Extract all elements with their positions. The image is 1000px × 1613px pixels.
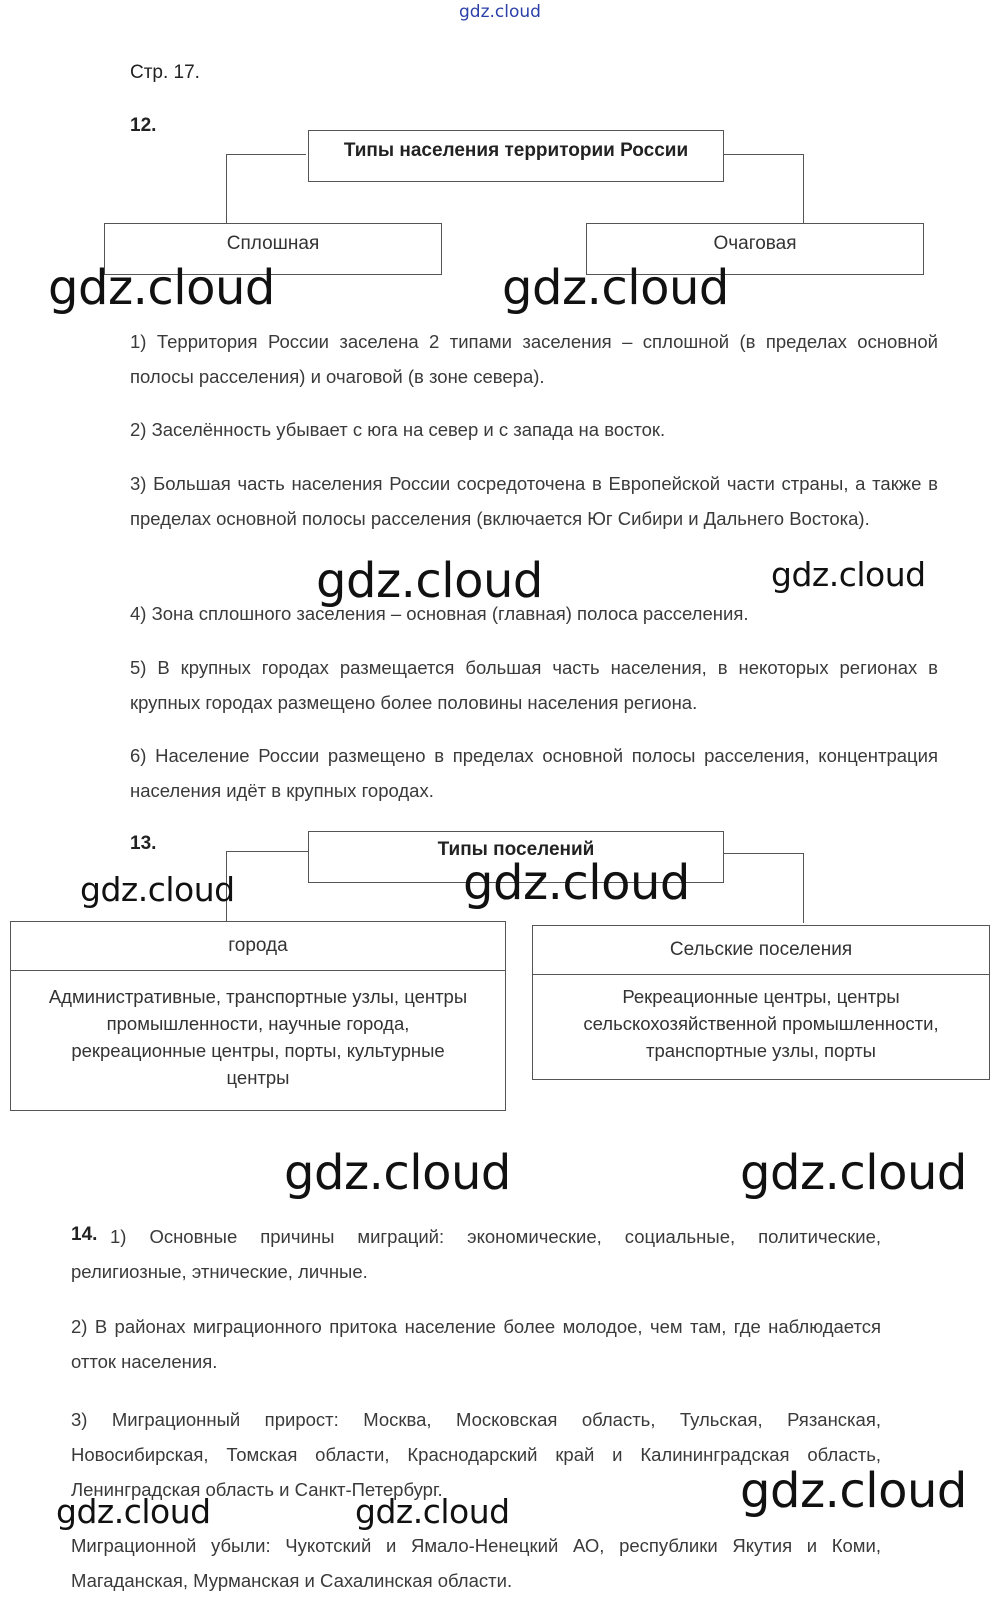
- watermark: gdz.cloud: [740, 1145, 967, 1201]
- connector-12-right-h: [724, 154, 804, 155]
- task-12-number: 12.: [130, 115, 157, 136]
- watermark: gdz.cloud: [80, 870, 235, 909]
- watermark: gdz.cloud: [463, 855, 690, 911]
- task-12-item-5: 5) В крупных городах размещается большая часть населения, в некоторых регионах в крупных городах размещено более половины населения региона.: [130, 657, 938, 713]
- diagram-12-right-label: Очаговая: [713, 233, 797, 254]
- watermark: gdz.cloud: [316, 553, 543, 609]
- task-13-number: 13.: [130, 833, 157, 854]
- diagram-13-right-body: Рекреационные центры, центры сельскохозяйственной промышленности, транспортные узлы, порты: [583, 986, 939, 1061]
- connector-13-left-h: [226, 851, 308, 852]
- connector-12-left-v: [226, 154, 227, 224]
- watermark: gdz.cloud: [48, 260, 275, 316]
- task-14-item-4: Миграционной убыли: Чукотский и Ямало-Ненецкий АО, республики Якутия и Коми, Магаданская, Мурманская и Сахалинская области.: [71, 1535, 881, 1591]
- task-14-number: 14.: [71, 1224, 98, 1245]
- task-12-item-4: 4) Зона сплошного заселения – основная (главная) полоса расселения.: [130, 603, 749, 624]
- watermark: gdz.cloud: [771, 555, 926, 594]
- connector-13-right-v: [803, 853, 804, 923]
- diagram-12-title: Типы населения территории России: [343, 140, 689, 161]
- watermark: gdz.cloud: [355, 1492, 510, 1531]
- task-14-item-2: 2) В районах миграционного притока население более молодое, чем там, где наблюдается отток населения.: [71, 1316, 881, 1372]
- connector-12-left-h: [226, 154, 306, 155]
- task-12-item-6: 6) Население России размещено в пределах основной полосы расселения, концентрация населения идёт в крупных городах.: [130, 745, 938, 801]
- task-12-item-1: 1) Территория России заселена 2 типами заселения – сплошной (в пределах основной полосы расселения) и очаговой (в зоне севера).: [130, 331, 938, 387]
- diagram-12-left-label: Сплошная: [226, 233, 320, 254]
- watermark: gdz.cloud: [740, 1463, 967, 1519]
- connector-12-right-v: [803, 154, 804, 224]
- watermark-top: gdz.cloud: [459, 2, 541, 22]
- watermark: gdz.cloud: [56, 1492, 211, 1531]
- diagram-13-title: Типы поселений: [437, 839, 595, 860]
- connector-13-right-h: [724, 853, 804, 854]
- diagram-13-left-body: Административные, транспортные узлы, центры промышленности, научные города, рекреационные центры, порты, культурные центры: [48, 986, 468, 1088]
- diagram-13-left-title: города: [11, 922, 505, 971]
- task-12-item-3: 3) Большая часть населения России сосредоточена в Европейской части страны, а также в пределах основной полосы расселения (включается Юг Сибири и Дальнего Востока).: [130, 473, 938, 529]
- task-14-item-3: 3) Миграционный прирост: Москва, Московская область, Тульская, Рязанская, Новосибирская, Томская области, Краснодарский край и Калининградская область, Ленинградская область и Санкт-Петербург.: [71, 1409, 881, 1500]
- diagram-13-right-title: Сельские поселения: [533, 926, 989, 975]
- page-reference: Стр. 17.: [130, 62, 200, 83]
- diagram-12-title-box: [308, 130, 724, 182]
- diagram-13-right-box: [532, 925, 990, 1080]
- task-14-item-1: 1) Основные причины миграций: экономические, социальные, политические, религиозные, этнические, личные.: [71, 1226, 881, 1282]
- diagram-13-left-box: [10, 921, 506, 1111]
- watermark: gdz.cloud: [502, 260, 729, 316]
- task-12-item-2: 2) Заселённость убывает с юга на север и с запада на восток.: [130, 419, 666, 440]
- watermark: gdz.cloud: [284, 1145, 511, 1201]
